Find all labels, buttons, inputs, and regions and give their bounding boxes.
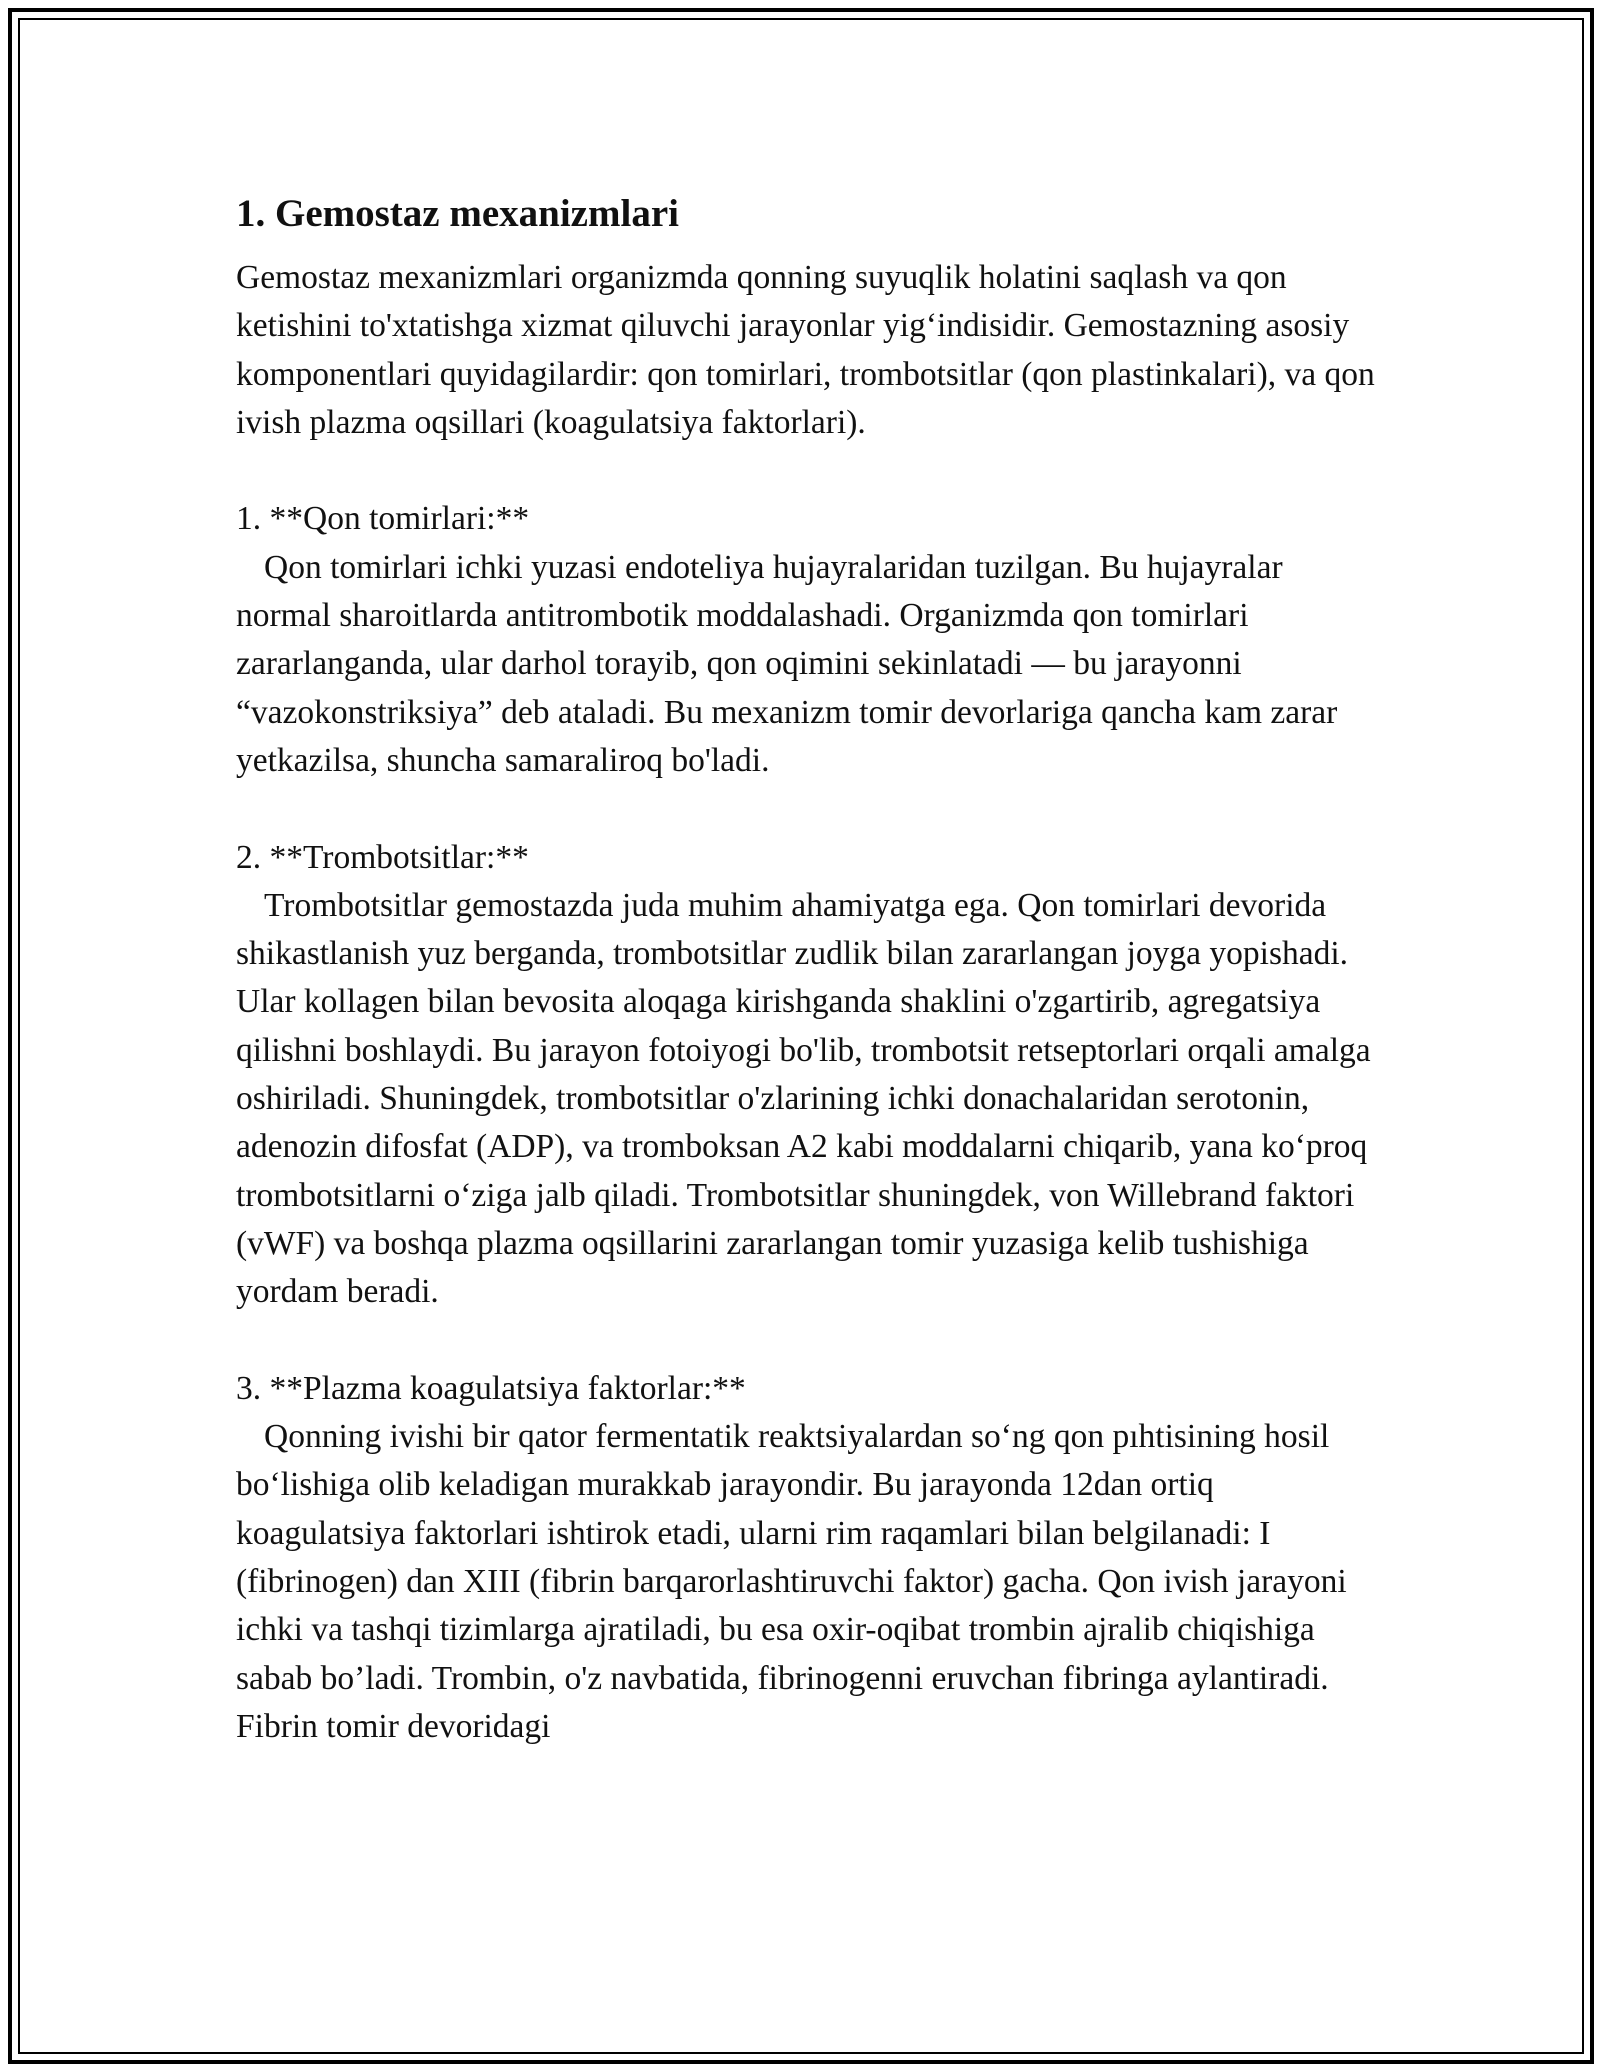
list-item	[236, 495, 1376, 785]
document-content	[236, 186, 1376, 1751]
list-item	[236, 834, 1376, 1317]
item-title-qon-tomirlari: 1. **Qon tomirlari:**	[236, 500, 530, 538]
item-body-plazma-koagulatsiya: Qonning ivishi bir qator fermentatik reaktsiyalardan so‘ng qon pıhtisining hosil bo‘lishiga olib keladigan murakkab jarayondir. Bu jarayonda 12dan ortiq koagulatsiya faktorlari ishtirok etadi, ularni rim raqamlari bilan belgilanadi: I (fibrinogen) dan XIII (fibrin barqarorlashtiruvchi faktor) gacha. Qon ivish jarayoni ichki va tashqi tizimlarga ajratiladi, bu esa oxir-oqibat trombin ajralib chiqishiga sabab bo’ladi. Trombin, o'z navbatida, fibrinogenni eruvchan fibringa aylantiradi. Fibrin tomir devoridagi	[236, 1418, 1347, 1745]
item-title-plazma-koagulatsiya: 3. **Plazma koagulatsiya faktorlar:**	[236, 1369, 746, 1407]
item-title-trombotsitlar: 2. **Trombotsitlar:**	[236, 838, 529, 876]
item-body-trombotsitlar: Trombotsitlar gemostazda juda muhim ahamiyatga ega. Qon tomirlari devorida shikastlanish yuz berganda, trombotsitlar zudlik bilan zararlangan joyga yopishadi. Ular kollagen bilan bevosita aloqaga kirishganda shaklini o'zgartirib, agregatsiya qilishni boshlaydi. Bu jarayon fotoiyogi bo'lib, trombotsit retseptorlari orqali amalga oshiriladi. Shuningdek, trombotsitlar o'zlarining ichki donachalaridan serotonin, adenozin difosfat (ADP), va tromboksan A2 kabi moddalarni chiqarib, yana ko‘proq trombotsitlarni o‘ziga jalb qiladi. Trombotsitlar shuningdek, von Willebrand faktori (vWF) va boshqa plazma oqsillarini zararlangan tomir yuzasiga kelib tushishiga yordam beradi.	[236, 886, 1371, 1311]
intro-paragraph: Gemostaz mexanizmlari organizmda qonning suyuqlik holatini saqlash va qon ketishini to'xtatishga xizmat qiluvchi jarayonlar yig‘indisidir. Gemostazning asosiy komponentlari quyidagilardir: qon tomirlari, trombotsitlar (qon plastinkalari), va qon ivish plazma oqsillari (koagulatsiya faktorlari).	[236, 259, 1375, 441]
item-body-qon-tomirlari: Qon tomirlari ichki yuzasi endoteliya hujayralaridan tuzilgan. Bu hujayralar normal sharoitlarda antitrombotik moddalashadi. Organizmda qon tomirlari zararlanganda, ular darhol torayib, qon oqimini sekinlatadi — bu jarayonni “vazokonstriksiya” deb ataladi. Bu mexanizm tomir devorlariga qancha kam zarar yetkazilsa, shuncha samaraliroq bo'ladi.	[236, 548, 1338, 779]
list-item	[236, 1365, 1376, 1751]
section-heading: 1. Gemostaz mexanizmlari	[236, 192, 679, 235]
